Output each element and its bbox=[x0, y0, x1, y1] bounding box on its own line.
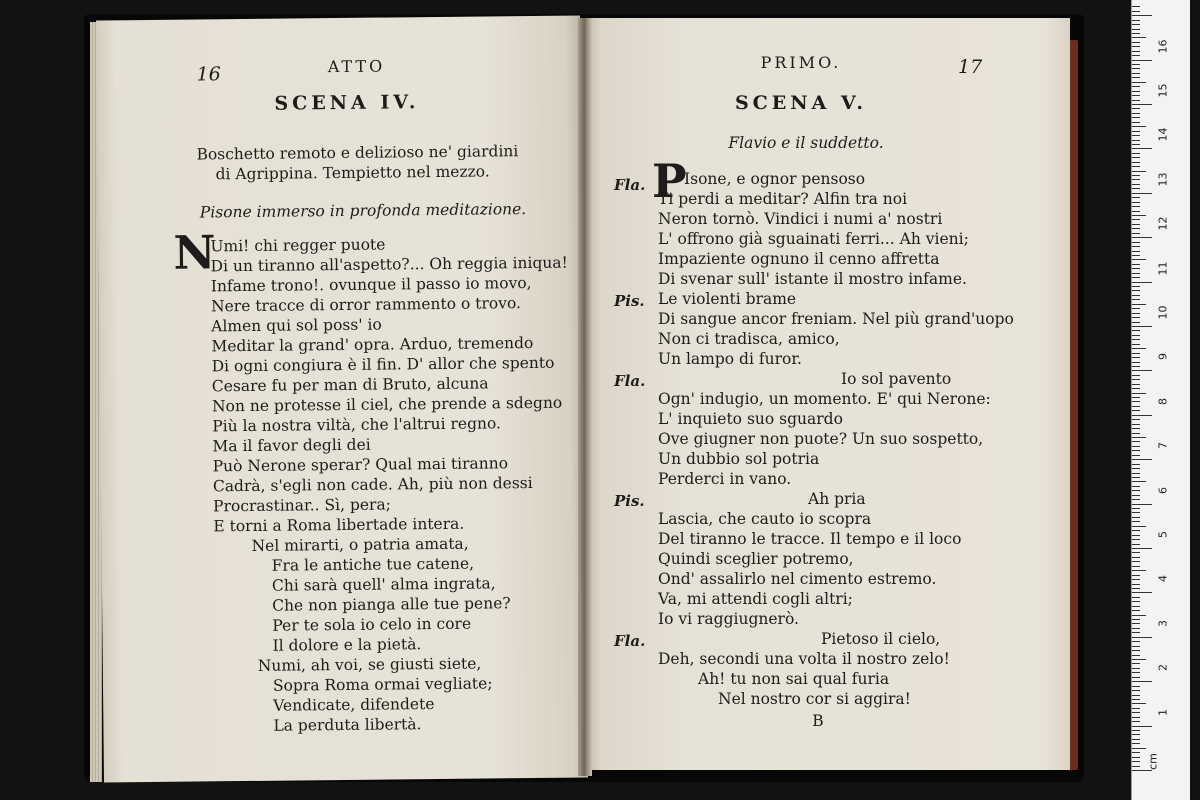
ruler-tick bbox=[1132, 557, 1140, 558]
ruler-tick bbox=[1132, 655, 1140, 656]
right-stage-direction: Flavio e il suddetto. bbox=[728, 134, 884, 152]
ruler-tick bbox=[1132, 215, 1146, 216]
ruler-tick bbox=[1132, 219, 1140, 220]
text-line: Ah pria bbox=[808, 490, 866, 508]
ruler-tick bbox=[1132, 419, 1140, 420]
ruler-number: 13 bbox=[1156, 172, 1170, 187]
ruler-tick bbox=[1132, 584, 1140, 585]
ruler-number: 4 bbox=[1156, 575, 1170, 583]
ruler-tick bbox=[1132, 202, 1140, 203]
ruler-tick bbox=[1132, 313, 1140, 314]
ruler-number: 8 bbox=[1156, 397, 1170, 405]
ruler-tick bbox=[1132, 619, 1140, 620]
left-running-head: ATTO bbox=[327, 56, 386, 77]
ruler-tick bbox=[1132, 499, 1140, 500]
ruler-tick bbox=[1132, 73, 1140, 74]
ruler-tick bbox=[1132, 290, 1140, 291]
ruler-tick bbox=[1132, 117, 1140, 118]
ruler-tick bbox=[1132, 459, 1152, 460]
ruler-number: 2 bbox=[1156, 664, 1170, 672]
ruler-tick bbox=[1132, 357, 1140, 358]
ruler-number: 3 bbox=[1156, 619, 1170, 627]
ruler-tick bbox=[1132, 433, 1140, 434]
ruler-tick bbox=[1132, 95, 1140, 96]
ruler-tick bbox=[1132, 646, 1140, 647]
ruler-tick bbox=[1132, 86, 1140, 87]
ruler-tick bbox=[1132, 663, 1140, 664]
right-running-head: PRIMO. bbox=[760, 53, 842, 72]
ruler-tick bbox=[1132, 308, 1140, 309]
ruler-tick bbox=[1132, 481, 1146, 482]
text-line: Lascia, che cauto io scopra bbox=[658, 510, 872, 528]
ruler-tick bbox=[1132, 397, 1140, 398]
ruler-tick bbox=[1132, 495, 1140, 496]
ruler-tick bbox=[1132, 726, 1152, 727]
ruler-tick bbox=[1132, 632, 1140, 633]
text-line: Del tiranno le tracce. Il tempo e il loco bbox=[658, 530, 962, 548]
ruler-tick bbox=[1132, 277, 1140, 278]
text-line: Umi! chi regger puote bbox=[210, 235, 386, 256]
text-line: Perderci in vano. bbox=[658, 470, 792, 488]
text-line: Può Nerone sperar? Qual mai tiranno bbox=[212, 454, 509, 476]
ruler-tick bbox=[1132, 224, 1140, 225]
ruler-tick bbox=[1132, 695, 1140, 696]
right-drop-cap: P bbox=[652, 154, 687, 208]
ruler-tick bbox=[1132, 379, 1140, 380]
ruler-tick bbox=[1132, 259, 1146, 260]
ruler-tick bbox=[1132, 286, 1140, 287]
text-line: E torni a Roma libertade intera. bbox=[213, 514, 465, 536]
ruler-tick bbox=[1132, 521, 1140, 522]
text-line: Ah! tu non sai qual furia bbox=[698, 670, 890, 688]
text-line: Di sangue ancor freniam. Nel più grand'uopo bbox=[658, 310, 1014, 328]
text-line: Almen qui sol poss' io bbox=[211, 315, 382, 336]
text-line: Un lampo di furor. bbox=[658, 350, 802, 368]
left-stage-direction: Pisone immerso in profonda meditazione. bbox=[199, 200, 527, 222]
ruler-tick bbox=[1132, 184, 1140, 185]
text-line: La perduta libertà. bbox=[273, 715, 422, 735]
ruler-tick bbox=[1132, 246, 1140, 247]
text-line: Cadrà, s'egli non cade. Ah, più non dessi bbox=[212, 474, 533, 496]
ruler-tick bbox=[1132, 668, 1140, 669]
ruler-tick bbox=[1132, 601, 1140, 602]
ruler-tick bbox=[1132, 197, 1140, 198]
ruler-tick bbox=[1132, 24, 1140, 25]
ruler-tick bbox=[1132, 766, 1140, 767]
ruler-tick bbox=[1132, 708, 1140, 709]
ruler-tick bbox=[1132, 46, 1140, 47]
ruler-tick bbox=[1132, 410, 1140, 411]
text-line: Più la nostra viltà, che l'altrui regno. bbox=[212, 414, 502, 436]
ruler-tick bbox=[1132, 535, 1140, 536]
ruler-tick bbox=[1132, 366, 1140, 367]
text-line: Io sol pavento bbox=[841, 370, 952, 388]
ruler-tick bbox=[1132, 193, 1152, 194]
ruler-tick bbox=[1132, 757, 1140, 758]
speaker-label: Fla. bbox=[614, 176, 646, 194]
text-line: Ogn' indugio, un momento. E' qui Nerone: bbox=[658, 390, 991, 408]
ruler-tick bbox=[1132, 606, 1140, 607]
ruler-tick bbox=[1132, 64, 1140, 65]
ruler-number: 11 bbox=[1156, 261, 1170, 276]
ruler-tick bbox=[1132, 530, 1140, 531]
left-page-number: 16 bbox=[196, 63, 221, 86]
ruler-tick bbox=[1132, 15, 1152, 16]
ruler-tick bbox=[1132, 623, 1140, 624]
ruler-tick bbox=[1132, 362, 1140, 363]
ruler-tick bbox=[1132, 370, 1152, 371]
book-gutter bbox=[578, 18, 592, 776]
text-line: Nere tracce di orror rammento o trovo. bbox=[210, 294, 521, 316]
text-line: Vendicate, difendete bbox=[273, 695, 435, 715]
ruler-tick bbox=[1132, 51, 1140, 52]
ruler-tick bbox=[1132, 739, 1140, 740]
ruler-tick bbox=[1132, 29, 1140, 30]
ruler-tick bbox=[1132, 295, 1140, 296]
ruler-tick bbox=[1132, 140, 1140, 141]
ruler-number: 14 bbox=[1156, 127, 1170, 142]
ruler-tick bbox=[1132, 6, 1140, 7]
ruler-tick bbox=[1132, 251, 1140, 252]
ruler-tick bbox=[1132, 455, 1140, 456]
ruler-tick bbox=[1132, 335, 1140, 336]
speaker-label: Pis. bbox=[614, 492, 645, 510]
ruler-tick bbox=[1132, 37, 1146, 38]
ruler-tick bbox=[1132, 148, 1152, 149]
text-line: Meditar la grand' opra. Arduo, tremendo bbox=[211, 333, 534, 356]
text-line: Nel mirarti, o patria amata, bbox=[251, 534, 469, 555]
text-line: Cesare fu per man di Bruto, alcuna bbox=[211, 374, 489, 396]
ruler-tick bbox=[1132, 703, 1146, 704]
ruler-tick bbox=[1132, 539, 1140, 540]
ruler-number: 10 bbox=[1156, 305, 1170, 320]
ruler-tick bbox=[1132, 588, 1140, 589]
ruler-tick bbox=[1132, 33, 1140, 34]
ruler-tick bbox=[1132, 188, 1140, 189]
text-line: Isone, e ognor pensoso bbox=[684, 170, 866, 188]
ruler-number: 7 bbox=[1156, 442, 1170, 450]
ruler-tick bbox=[1132, 517, 1140, 518]
ruler-number: 16 bbox=[1156, 39, 1170, 54]
ruler-tick bbox=[1132, 699, 1140, 700]
ruler-tick bbox=[1132, 712, 1140, 713]
ruler-tick bbox=[1132, 552, 1140, 553]
ruler-tick bbox=[1132, 761, 1140, 762]
ruler-tick bbox=[1132, 175, 1140, 176]
ruler-tick bbox=[1132, 228, 1140, 229]
ruler-tick bbox=[1132, 504, 1152, 505]
text-line: Ove giugner non puote? Un suo sospetto, bbox=[658, 430, 984, 448]
ruler-tick bbox=[1132, 544, 1140, 545]
text-line: Non ne protesse il ciel, che prende a sdegno bbox=[211, 393, 563, 416]
ruler-number: 5 bbox=[1156, 531, 1170, 538]
ruler-tick bbox=[1132, 637, 1152, 638]
ruler-tick bbox=[1132, 548, 1152, 549]
ruler-tick bbox=[1132, 748, 1146, 749]
text-line: L' inquieto suo sguardo bbox=[658, 410, 843, 428]
ruler-tick bbox=[1132, 424, 1140, 425]
ruler-number: 6 bbox=[1156, 486, 1170, 494]
text-line: Di ogni congiura è il fin. D' allor che spento bbox=[211, 353, 555, 376]
ruler-tick bbox=[1132, 441, 1140, 442]
text-line: Procrastinar.. Sì, pera; bbox=[213, 495, 391, 516]
ruler-tick bbox=[1132, 317, 1140, 318]
ruler-tick bbox=[1132, 490, 1140, 491]
ruler-tick bbox=[1132, 752, 1140, 753]
text-line: Chi sarà quell' alma ingrata, bbox=[271, 574, 496, 595]
right-page bbox=[586, 18, 1070, 770]
ruler-tick bbox=[1132, 375, 1140, 376]
text-line: Sopra Roma ormai vegliate; bbox=[272, 674, 493, 695]
ruler-tick bbox=[1132, 166, 1140, 167]
text-line: L' offrono già sguainati ferri... Ah vieni; bbox=[658, 230, 969, 248]
ruler-tick bbox=[1132, 153, 1140, 154]
left-scene-title: SCENA IV. bbox=[274, 91, 420, 115]
text-line: Per te sola io celo in core bbox=[272, 614, 472, 635]
ruler-tick bbox=[1132, 77, 1140, 78]
right-scene-title: SCENA V. bbox=[734, 92, 868, 114]
ruler-tick bbox=[1132, 122, 1140, 123]
ruler-tick bbox=[1132, 446, 1140, 447]
text-line: Fra le antiche tue catene, bbox=[271, 554, 475, 575]
ruler-tick bbox=[1132, 11, 1140, 12]
ruler-tick bbox=[1132, 677, 1140, 678]
ruler-tick bbox=[1132, 743, 1140, 744]
ruler-tick bbox=[1132, 415, 1152, 416]
ruler-tick bbox=[1132, 282, 1152, 283]
ruler-tick bbox=[1132, 55, 1140, 56]
text-line: Deh, secondi una volta il nostro zelo! bbox=[658, 650, 950, 668]
ruler-tick bbox=[1132, 388, 1140, 389]
ruler-tick bbox=[1132, 686, 1140, 687]
ruler-tick bbox=[1132, 641, 1140, 642]
ruler-tick bbox=[1132, 348, 1146, 349]
ruler-number: 15 bbox=[1156, 83, 1170, 98]
ruler-tick bbox=[1132, 566, 1140, 567]
ruler-tick bbox=[1132, 82, 1146, 83]
text-line: Ti perdi a meditar? Alfin tra noi bbox=[658, 190, 908, 208]
ruler-tick bbox=[1132, 650, 1140, 651]
ruler-tick bbox=[1132, 615, 1146, 616]
ruler-tick bbox=[1132, 255, 1140, 256]
ruler-tick bbox=[1132, 100, 1140, 101]
ruler-tick bbox=[1132, 428, 1140, 429]
ruler-tick bbox=[1132, 570, 1146, 571]
ruler-tick bbox=[1132, 579, 1140, 580]
ruler-tick bbox=[1132, 268, 1140, 269]
text-line: Ond' assalirlo nel cimento estremo. bbox=[658, 570, 937, 588]
text-line: Il dolore e la pietà. bbox=[272, 635, 422, 655]
ruler-tick bbox=[1132, 171, 1146, 172]
ruler-tick bbox=[1132, 592, 1152, 593]
ruler-tick bbox=[1132, 304, 1146, 305]
ruler-tick bbox=[1132, 610, 1140, 611]
ruler-tick bbox=[1132, 721, 1140, 722]
ruler-tick bbox=[1132, 104, 1152, 105]
ruler-tick bbox=[1132, 486, 1140, 487]
ruler-tick bbox=[1132, 628, 1140, 629]
ruler-tick bbox=[1132, 126, 1146, 127]
signature-mark: B bbox=[812, 712, 824, 730]
ruler-tick bbox=[1132, 717, 1140, 718]
left-page bbox=[96, 15, 588, 782]
ruler-tick bbox=[1132, 597, 1140, 598]
ruler-number: 9 bbox=[1156, 353, 1170, 361]
ruler-tick bbox=[1132, 477, 1140, 478]
ruler-tick bbox=[1132, 108, 1140, 109]
ruler-tick bbox=[1132, 473, 1140, 474]
ruler-tick bbox=[1132, 211, 1140, 212]
text-line: Va, mi attendi cogli altri; bbox=[658, 590, 853, 608]
ruler-tick bbox=[1132, 353, 1140, 354]
text-line: Ma il favor degli dei bbox=[212, 435, 371, 456]
text-line: Non ci tradisca, amico, bbox=[658, 330, 840, 348]
ruler-tick bbox=[1132, 299, 1140, 300]
text-line: Impaziente ognuno il cenno affretta bbox=[658, 250, 940, 268]
ruler-tick bbox=[1132, 734, 1140, 735]
ruler-tick bbox=[1132, 659, 1146, 660]
text-line: Infame trono!. ovunque il passo io movo, bbox=[210, 274, 532, 296]
speaker-label: Pis. bbox=[614, 292, 645, 310]
ruler-tick bbox=[1132, 242, 1140, 243]
ruler-tick bbox=[1132, 681, 1152, 682]
ruler-tick bbox=[1132, 20, 1140, 21]
ruler-tick bbox=[1132, 237, 1152, 238]
text-line: Che non pianga alle tue pene? bbox=[272, 594, 511, 615]
text-line: Di un tiranno all'aspetto?... Oh reggia iniqua! bbox=[210, 253, 568, 276]
ruler-tick bbox=[1132, 384, 1140, 385]
ruler-tick bbox=[1132, 672, 1140, 673]
ruler-tick bbox=[1132, 437, 1146, 438]
ruler-tick bbox=[1132, 508, 1140, 509]
right-page-number: 17 bbox=[958, 56, 983, 78]
ruler-tick bbox=[1132, 113, 1140, 114]
ruler-tick bbox=[1132, 393, 1146, 394]
ruler-tick bbox=[1132, 91, 1140, 92]
ruler-unit-label: cm bbox=[1146, 753, 1160, 770]
text-line: Neron tornò. Vindici i numi a' nostri bbox=[658, 210, 943, 228]
ruler-tick bbox=[1132, 131, 1140, 132]
text-line: Nel nostro cor si aggira! bbox=[718, 690, 911, 708]
text-line: Numi, ah voi, se giusti siete, bbox=[257, 654, 482, 675]
ruler-tick bbox=[1132, 561, 1140, 562]
text-line: Quindi sceglier potremo, bbox=[658, 550, 854, 568]
text-line: Le violenti brame bbox=[658, 290, 797, 308]
ruler-tick bbox=[1132, 162, 1140, 163]
speaker-label: Fla. bbox=[614, 372, 646, 390]
ruler-tick bbox=[1132, 157, 1140, 158]
ruler-tick bbox=[1132, 330, 1140, 331]
ruler-tick bbox=[1132, 206, 1140, 207]
ruler-tick bbox=[1132, 344, 1140, 345]
ruler-tick bbox=[1132, 406, 1140, 407]
ruler-tick bbox=[1132, 179, 1140, 180]
ruler-tick bbox=[1132, 526, 1146, 527]
text-line: Pietoso il cielo, bbox=[821, 630, 941, 648]
ruler-tick bbox=[1132, 464, 1140, 465]
ruler-tick bbox=[1132, 468, 1140, 469]
text-line: Io vi raggiugnerò. bbox=[658, 610, 799, 628]
ruler-number: 12 bbox=[1156, 216, 1170, 231]
left-drop-cap: N bbox=[173, 225, 216, 280]
left-setting-1: Boschetto remoto e delizioso ne' giardini bbox=[196, 142, 519, 164]
text-line: Un dubbio sol potria bbox=[658, 450, 820, 468]
ruler-tick bbox=[1132, 42, 1140, 43]
ruler-tick bbox=[1132, 690, 1140, 691]
ruler-tick bbox=[1132, 450, 1140, 451]
ruler-tick bbox=[1132, 68, 1140, 69]
ruler-tick bbox=[1132, 60, 1152, 61]
ruler-tick bbox=[1132, 339, 1140, 340]
left-setting-2: di Agrippina. Tempietto nel mezzo. bbox=[215, 162, 490, 184]
ruler-tick bbox=[1132, 730, 1140, 731]
text-line: Di svenar sull' istante il mostro infame. bbox=[658, 270, 967, 288]
ruler-tick bbox=[1132, 322, 1140, 323]
ruler-tick bbox=[1132, 401, 1140, 402]
speaker-label: Fla. bbox=[614, 632, 646, 650]
ruler-tick bbox=[1132, 273, 1140, 274]
ruler-tick bbox=[1132, 233, 1140, 234]
ruler-tick bbox=[1132, 326, 1152, 327]
ruler-tick bbox=[1132, 144, 1140, 145]
ruler-tick bbox=[1132, 135, 1140, 136]
ruler-tick bbox=[1132, 575, 1140, 576]
ruler-tick bbox=[1132, 264, 1140, 265]
ruler-tick bbox=[1132, 512, 1140, 513]
measurement-ruler bbox=[1131, 0, 1190, 800]
ruler-number: 1 bbox=[1156, 708, 1170, 716]
